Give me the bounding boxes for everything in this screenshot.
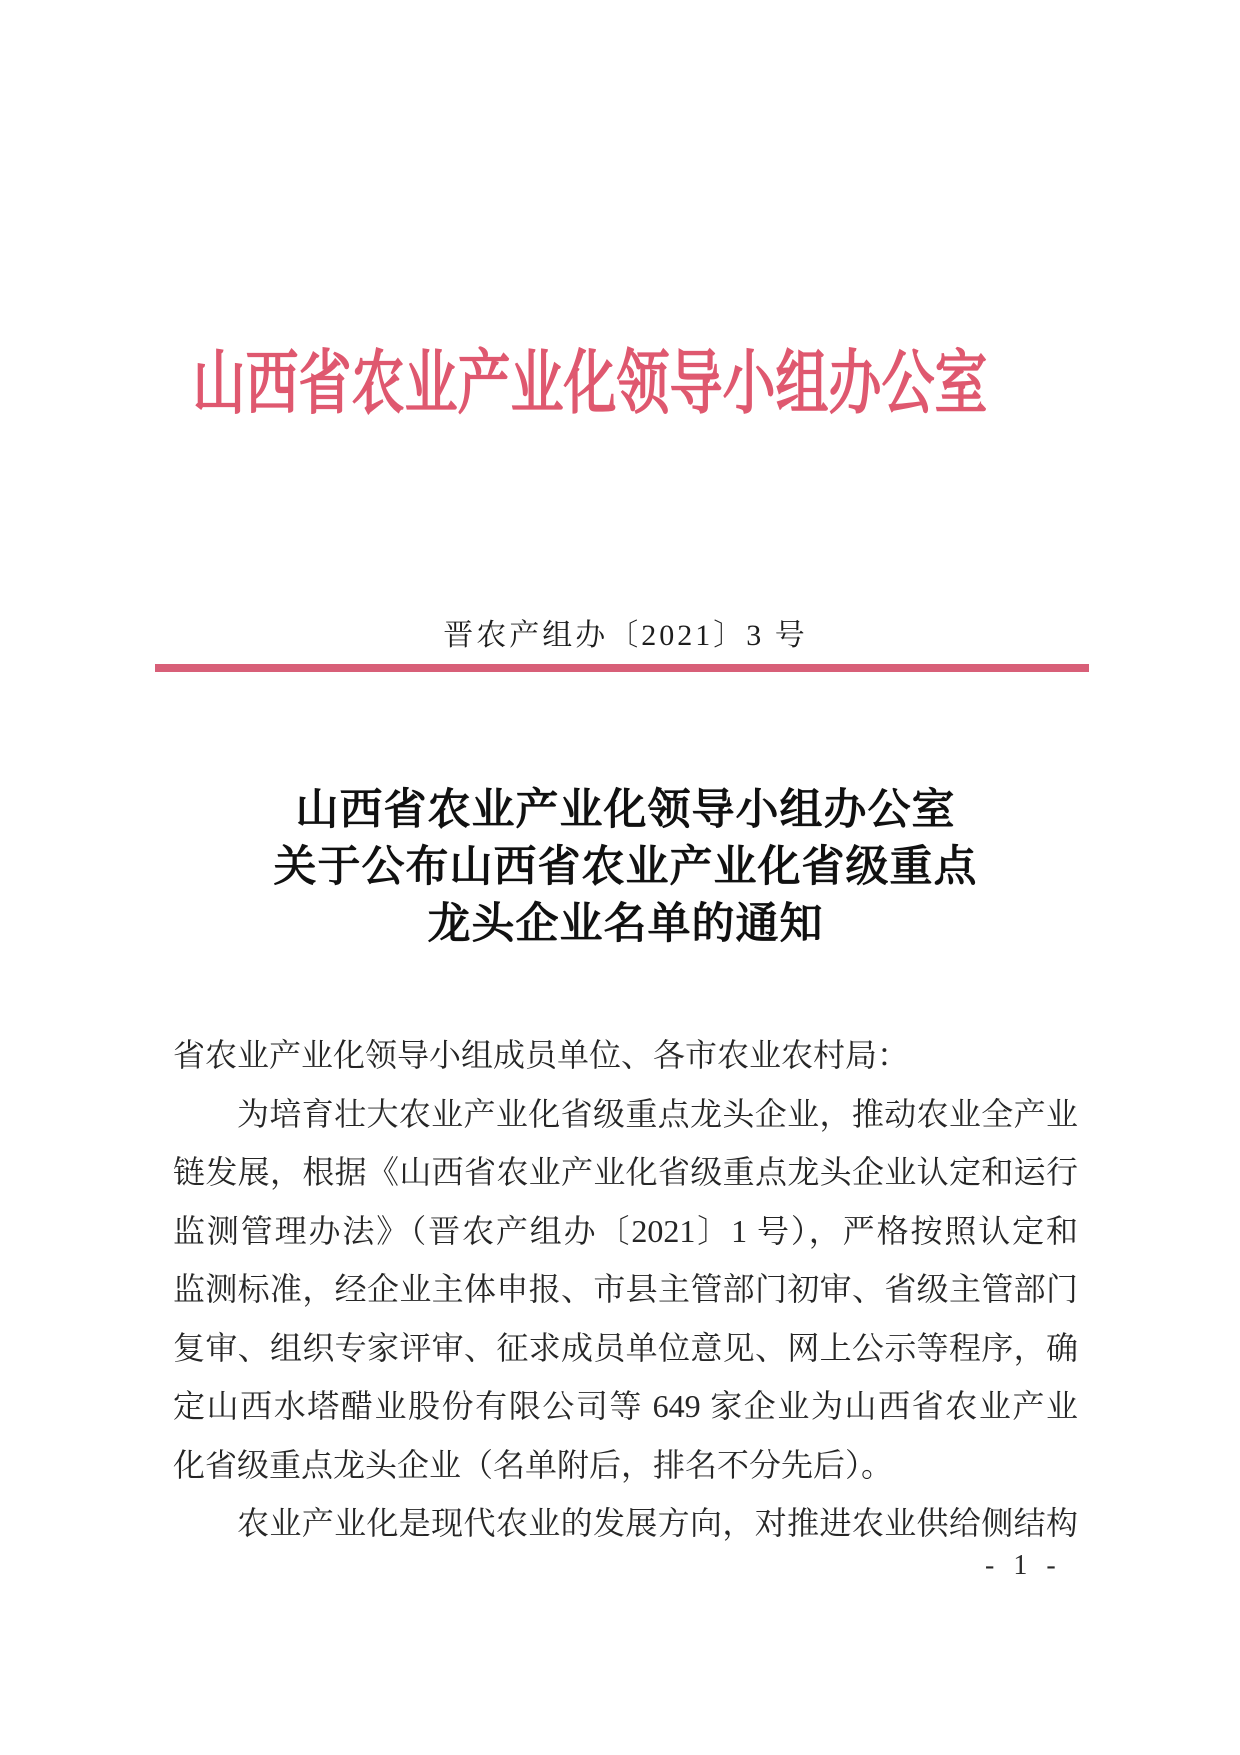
- page-number: - 1 -: [985, 1550, 1062, 1581]
- document-number: 晋农产组办〔2021〕3 号: [443, 619, 808, 652]
- body-line: 链发展，根据《山西省农业产业化省级重点龙头企业认定和运行: [173, 1154, 1078, 1190]
- body-line: 为培育壮大农业产业化省级重点龙头企业，推动农业全产业: [237, 1095, 1078, 1132]
- letterhead-office-name: 山西省农业产业化领导小组办公室: [192, 346, 988, 424]
- notice-title-line-2: 关于公布山西省农业产业化省级重点: [273, 844, 978, 891]
- body-line: 定山西水塔醋业股份有限公司等 649 家企业为山西省农业产业: [173, 1388, 1078, 1424]
- notice-title: [143, 782, 1108, 953]
- body-line: 复审、组织专家评审、征求成员单位意见、网上公示等程序，确: [173, 1329, 1078, 1366]
- body-line: 农业产业化是现代农业的发展方向，对推进农业供给侧结构: [237, 1505, 1078, 1541]
- body-line: 监测管理办法》（晋农产组办〔2021〕1 号），严格按照认定和: [173, 1212, 1078, 1249]
- body-line: 化省级重点龙头企业（名单附后，排名不分先后）。: [173, 1446, 894, 1483]
- notice-title-line-3: 龙头企业名单的通知: [427, 901, 824, 948]
- body-salutation-line: 省农业产业化领导小组成员单位、各市农业农村局：: [173, 1037, 910, 1073]
- notice-body: [173, 1026, 1078, 1553]
- red-divider-line: [155, 664, 1089, 672]
- notice-title-line-1: 山西省农业产业化领导小组办公室: [295, 787, 956, 834]
- body-line: 监测标准，经企业主体申报、市县主管部门初审、省级主管部门: [173, 1271, 1078, 1307]
